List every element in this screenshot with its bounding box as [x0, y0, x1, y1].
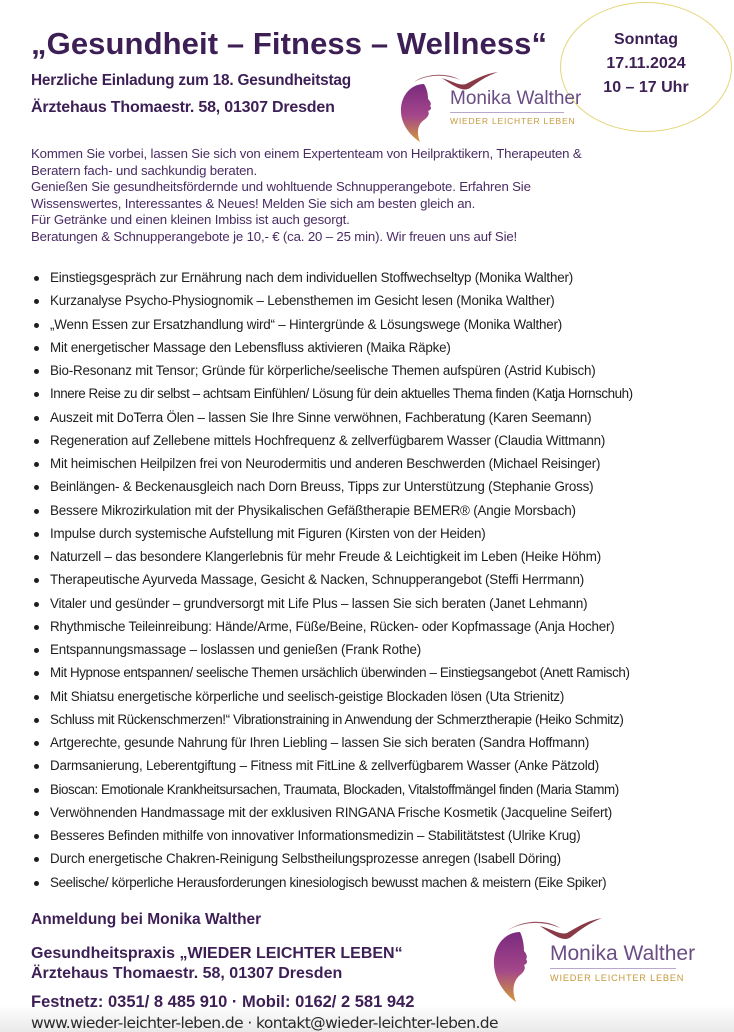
offer-text: Entspannungsmassage – loslassen und genießen (Frank Rothe) [50, 642, 422, 657]
offer-text: Bessere Mikrozirkulation mit der Physikalischen Gefäßtherapie BEMER® (Angie Morsbach) [50, 502, 576, 518]
offer-text: Naturzell – das besondere Klangerlebnis für mehr Freude & Leichtigkeit im Leben (Heike Höhm) [50, 549, 601, 564]
list-item [31, 452, 731, 475]
bullet-icon [34, 532, 39, 537]
offer-text: Impulse durch systemische Aufstellung mit Figuren (Kirsten von der Heiden) [50, 525, 486, 541]
bullet-icon [34, 625, 39, 630]
list-item [31, 778, 731, 801]
bullet-icon [34, 299, 39, 304]
bullet-icon [34, 811, 39, 816]
offers-list [31, 266, 731, 894]
offer-text: Therapeutische Ayurveda Massage, Gesicht & Nacken, Schnupperangebot (Steffi Herrmann) [50, 572, 585, 588]
logo-divider [550, 968, 676, 969]
list-item [31, 685, 731, 708]
phone-numbers: Festnetz: 0351/ 8 485 910 · Mobil: 0162/ 2 581 942 [31, 993, 415, 1011]
list-item [31, 871, 731, 894]
offer-text: Innere Reise zu dir selbst – achtsam Einfühlen/ Lösung für dein aktuelles Thema finden (Katja Hornschuh) [50, 386, 633, 402]
list-item [31, 313, 731, 336]
list-item [31, 266, 731, 289]
list-item [31, 638, 731, 661]
offer-text: Mit Shiatsu energetische körperliche und seelisch-geistige Blockaden lösen (Uta Strienitz) [50, 688, 565, 704]
bullet-icon [34, 323, 39, 328]
bullet-icon [34, 741, 39, 746]
bullet-icon [34, 602, 39, 607]
logo-tagline: WIEDER LEICHTER LEBEN [450, 116, 576, 126]
list-item [31, 754, 731, 777]
bullet-icon [34, 695, 39, 700]
logo-tagline: WIEDER LEICHTER LEBEN [550, 973, 685, 983]
offer-text: Verwöhnenden Handmassage mit der exklusiven RINGANA Frische Kosmetik (Jacqueline Seifert) [50, 804, 612, 820]
date-badge-date: 17.11.2024 [606, 55, 686, 72]
practice-address: Ärztehaus Thomaestr. 58, 01307 Dresden [31, 965, 343, 982]
logo-top [394, 66, 582, 144]
bullet-icon [34, 578, 39, 583]
practice-name: Gesundheitspraxis „WIEDER LEICHTER LEBEN“ [31, 945, 403, 962]
intro-line: Beratern fach- und sachkundig beraten. [31, 162, 257, 178]
bullet-icon [34, 346, 39, 351]
intro-line: Kommen Sie vorbei, lassen Sie sich von einem Expertenteam von Heilpraktikern, Therapeuten & [31, 146, 582, 161]
bullet-icon [34, 369, 39, 374]
offer-text: Bio-Resonanz mit Tensor; Gründe für körperliche/seelische Themen aufspüren (Astrid Kubisch) [50, 363, 596, 378]
bullet-icon [34, 881, 39, 886]
intro-line: Wissenswertes, Interessantes & Neues! Melden Sie sich am besten gleich an. [31, 195, 476, 211]
offer-text: Bioscan: Emotionale Krankheitsursachen, Traumata, Blockaden, Vitalstoffmängel finden (Maria Stamm) [50, 781, 619, 797]
offer-text: Regeneration auf Zellebene mittels Hochfrequenz & zellverfügbarem Wasser (Claudia Wittmann) [50, 432, 606, 448]
logo-name: Monika Walther [550, 942, 696, 965]
bullet-icon [34, 834, 39, 839]
bullet-icon [34, 509, 39, 514]
website-email: www.wieder-leichter-leben.de · kontakt@wieder-leichter-leben.de [31, 1014, 498, 1032]
date-badge-day: Sonntag [614, 31, 678, 48]
list-item [31, 708, 731, 731]
offer-text: Mit heimischen Heilpilzen frei von Neurodermitis und anderen Beschwerden (Michael Reisinger) [50, 456, 601, 471]
list-item [31, 475, 731, 498]
list-item [31, 336, 731, 359]
bullet-icon [34, 718, 39, 723]
bullet-icon [34, 439, 39, 444]
offer-text: Beinlängen- & Beckenausgleich nach Dorn Breuss, Tipps zur Unterstützung (Stephanie Gross) [50, 479, 594, 495]
logo-divider [450, 112, 564, 113]
bullet-icon [34, 788, 39, 793]
offer-text: Schluss mit Rückenschmerzen!“ Vibrationstraining in Anwendung der Schmerztherapie (Heiko Schmitz) [50, 711, 624, 727]
list-item [31, 522, 731, 545]
offer-text: Einstiegsgespräch zur Ernährung nach dem individuellen Stoffwechseltyp (Monika Walther) [50, 270, 573, 285]
offer-text: Darmsanierung, Leberentgiftung – Fitness mit FitLine & zellverfügbarem Wasser (Anke Pätzold) [50, 758, 599, 774]
list-item [31, 545, 731, 568]
intro-line: Für Getränke und einen kleinen Imbiss ist auch gesorgt. [31, 212, 350, 228]
offer-text: Seelische/ körperliche Herausforderungen kinesiologisch bewusst machen & meistern (Eike Spiker) [50, 874, 607, 890]
list-item [31, 359, 731, 382]
list-item [31, 499, 731, 522]
list-item [31, 429, 731, 452]
bullet-icon [34, 392, 39, 397]
bullet-icon [34, 462, 39, 467]
offer-text: Vitaler und gesünder – grundversorgt mit Life Plus – lassen Sie sich beraten (Janet Lehmann) [50, 595, 588, 611]
list-item [31, 568, 731, 591]
list-item [31, 847, 731, 870]
offer-text: Rhythmische Teileinreibung: Hände/Arme, Füße/Beine, Rücken- oder Kopfmassage (Anja Hocher) [50, 618, 615, 634]
bullet-icon [34, 764, 39, 769]
bullet-icon [34, 648, 39, 653]
date-badge-time: 10 – 17 Uhr [603, 79, 689, 96]
logo-name: Monika Walther [450, 88, 582, 109]
offer-text: Auszeit mit DoTerra Ölen – lassen Sie Ihre Sinne verwöhnen, Fachberatung (Karen Seemann) [50, 409, 592, 425]
bullet-icon [34, 555, 39, 560]
list-item [31, 824, 731, 847]
offer-text: Kurzanalyse Psycho-Physiognomik – Lebensthemen im Gesicht lesen (Monika Walther) [50, 293, 555, 309]
venue-address: Ärztehaus Thomaestr. 58, 01307 Dresden [31, 99, 335, 116]
list-item [31, 289, 731, 312]
list-item [31, 661, 731, 684]
bullet-icon [34, 857, 39, 862]
list-item [31, 382, 731, 405]
offer-text: „Wenn Essen zur Ersatzhandlung wird“ – Hintergründe & Lösungswege (Monika Walther) [50, 316, 563, 332]
list-item [31, 731, 731, 754]
offer-text: Mit energetischer Massage den Lebensfluss aktivieren (Maika Räpke) [50, 339, 451, 355]
logo-bottom [486, 912, 696, 1004]
invitation-line: Herzliche Einladung zum 18. Gesundheitstag [31, 72, 351, 89]
intro-paragraph [31, 146, 721, 246]
offer-text: Mit Hypnose entspannen/ seelische Themen ursächlich überwinden – Einstiegsangebot (Anett Ramisch) [50, 665, 630, 681]
registration-heading: Anmeldung bei Monika Walther [31, 911, 262, 928]
intro-line: Beratungen & Schnupperangebote je 10,- € (ca. 20 – 25 min). Wir freuen uns auf Sie! [31, 228, 518, 244]
flyer-title: „Gesundheit – Fitness – Wellness“ [31, 26, 548, 61]
bullet-icon [34, 276, 39, 281]
bullet-icon [34, 416, 39, 421]
bullet-icon [34, 485, 39, 490]
offer-text: Besseres Befinden mithilfe von innovativer Informationsmedizin – Stabilitätstest (Ulrike Krug) [50, 828, 581, 843]
list-item [31, 615, 731, 638]
bullet-icon [34, 671, 39, 676]
list-item [31, 406, 731, 429]
list-item [31, 592, 731, 615]
offer-text: Durch energetische Chakren-Reinigung Selbstheilungsprozesse anregen (Isabell Döring) [50, 851, 561, 867]
intro-line: Genießen Sie gesundheitsfördernde und wohltuende Schnupperangebote. Erfahren Sie [31, 179, 531, 195]
offer-text: Artgerechte, gesunde Nahrung für Ihren Liebling – lassen Sie sich beraten (Sandra Hoffmann) [50, 735, 590, 750]
list-item [31, 801, 731, 824]
